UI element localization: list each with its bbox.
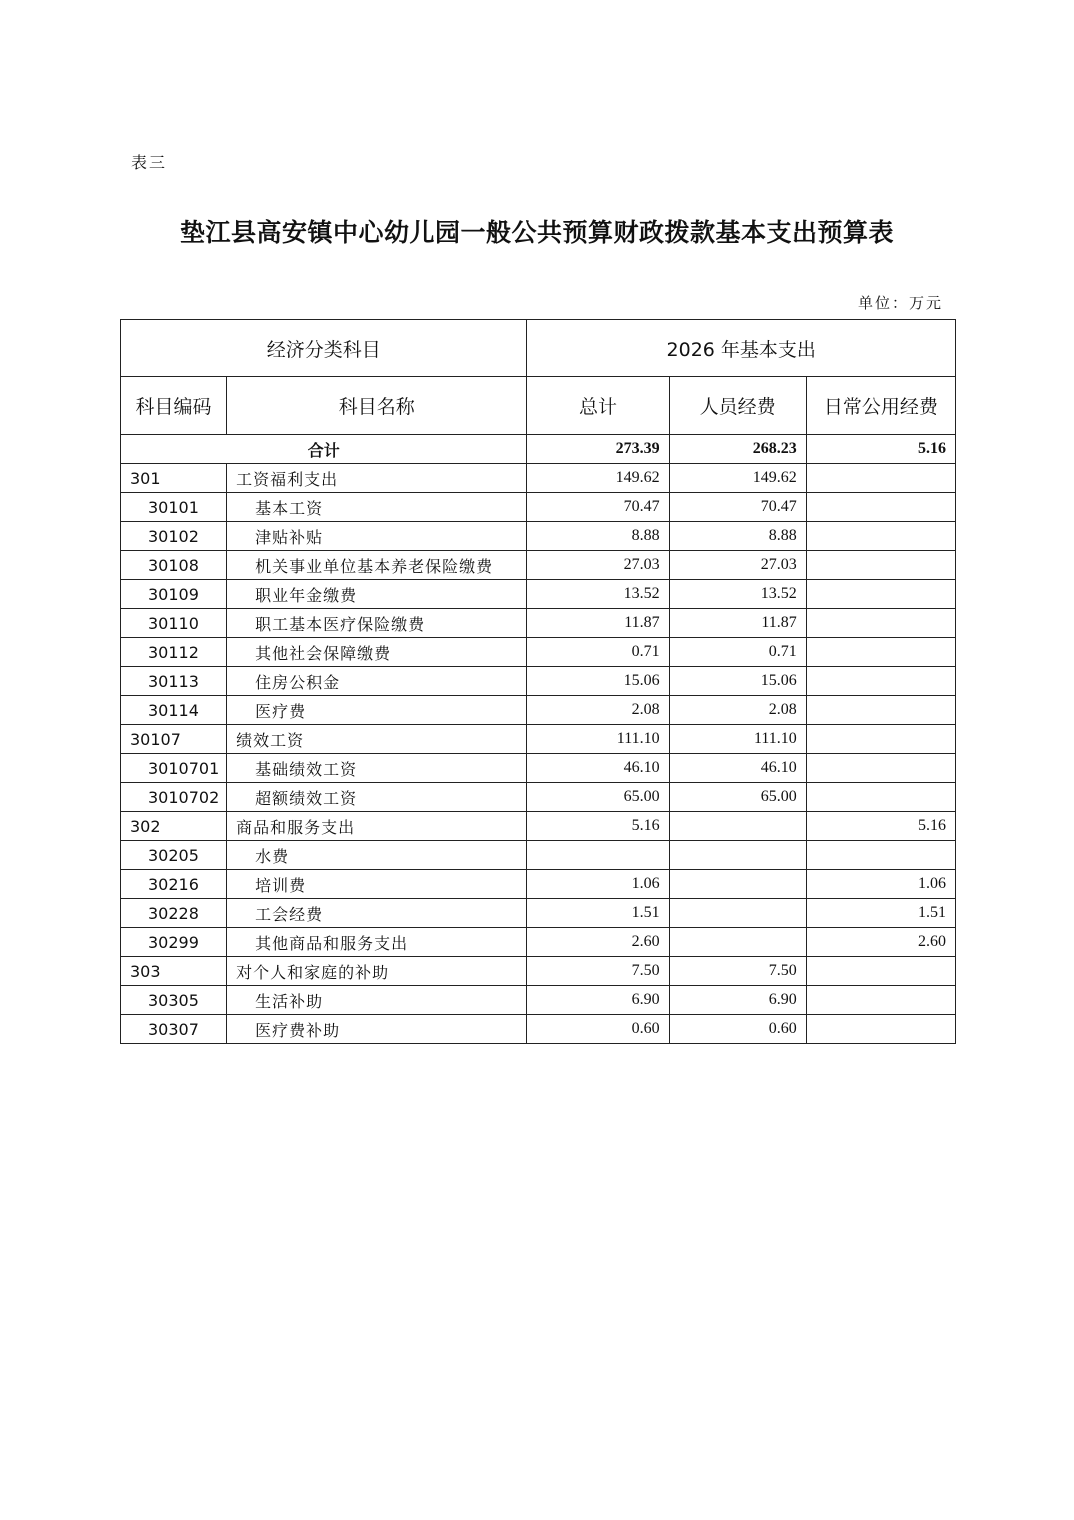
table-row xyxy=(121,725,956,754)
cell-name: 水费 xyxy=(227,841,527,870)
cell-name: 其他商品和服务支出 xyxy=(227,928,527,957)
cell-total: 8.88 xyxy=(527,522,669,551)
cell-total: 27.03 xyxy=(527,551,669,580)
cell-personnel xyxy=(669,870,806,899)
cell-total: 111.10 xyxy=(527,725,669,754)
unit-label: 单位：万元 xyxy=(857,294,943,312)
table-row xyxy=(121,870,956,899)
cell-code: 30305 xyxy=(121,986,227,1015)
total-row xyxy=(121,435,956,464)
cell-total: 46.10 xyxy=(527,754,669,783)
cell-name: 工会经费 xyxy=(227,899,527,928)
cell-total: 0.71 xyxy=(527,638,669,667)
table-row xyxy=(121,1015,956,1044)
table-row xyxy=(121,986,956,1015)
cell-code: 30113 xyxy=(121,667,227,696)
cell-name: 职业年金缴费 xyxy=(227,580,527,609)
cell-personnel xyxy=(669,899,806,928)
cell-code: 30108 xyxy=(121,551,227,580)
cell-public xyxy=(806,957,955,986)
cell-public xyxy=(806,493,955,522)
cell-total: 149.62 xyxy=(527,464,669,493)
table-row xyxy=(121,493,956,522)
cell-code: 30109 xyxy=(121,580,227,609)
cell-public xyxy=(806,725,955,754)
cell-name: 医疗费补助 xyxy=(227,1015,527,1044)
cell-personnel xyxy=(669,928,806,957)
table-row xyxy=(121,841,956,870)
cell-name: 住房公积金 xyxy=(227,667,527,696)
cell-code: 30107 xyxy=(121,725,227,754)
table-row xyxy=(121,464,956,493)
cell-total: 2.08 xyxy=(527,696,669,725)
cell-total: 15.06 xyxy=(527,667,669,696)
cell-personnel: 15.06 xyxy=(669,667,806,696)
table-row xyxy=(121,638,956,667)
cell-total: 11.87 xyxy=(527,609,669,638)
cell-total: 70.47 xyxy=(527,493,669,522)
header-basic-expenditure: 2026 年基本支出 xyxy=(527,320,956,377)
cell-code: 30110 xyxy=(121,609,227,638)
cell-personnel: 111.10 xyxy=(669,725,806,754)
cell-public xyxy=(806,696,955,725)
cell-personnel: 7.50 xyxy=(669,957,806,986)
cell-total: 0.60 xyxy=(527,1015,669,1044)
cell-name: 绩效工资 xyxy=(227,725,527,754)
cell-code: 302 xyxy=(121,812,227,841)
cell-code: 30307 xyxy=(121,1015,227,1044)
cell-personnel: 6.90 xyxy=(669,986,806,1015)
total-public: 5.16 xyxy=(806,435,955,464)
header-economic-classification: 经济分类科目 xyxy=(121,320,527,377)
cell-total: 5.16 xyxy=(527,812,669,841)
cell-total: 65.00 xyxy=(527,783,669,812)
cell-total: 13.52 xyxy=(527,580,669,609)
cell-total: 1.51 xyxy=(527,899,669,928)
header-total: 总计 xyxy=(527,377,669,435)
cell-personnel: 65.00 xyxy=(669,783,806,812)
cell-name: 津贴补贴 xyxy=(227,522,527,551)
total-amount: 273.39 xyxy=(527,435,669,464)
cell-personnel: 46.10 xyxy=(669,754,806,783)
table-row xyxy=(121,812,956,841)
table-row xyxy=(121,667,956,696)
cell-personnel: 149.62 xyxy=(669,464,806,493)
cell-public xyxy=(806,464,955,493)
cell-personnel xyxy=(669,841,806,870)
cell-code: 30216 xyxy=(121,870,227,899)
cell-public xyxy=(806,580,955,609)
cell-code: 301 xyxy=(121,464,227,493)
cell-name: 职工基本医疗保险缴费 xyxy=(227,609,527,638)
cell-public xyxy=(806,1015,955,1044)
cell-public xyxy=(806,551,955,580)
cell-public: 1.06 xyxy=(806,870,955,899)
cell-code: 30114 xyxy=(121,696,227,725)
table-row xyxy=(121,551,956,580)
cell-public: 1.51 xyxy=(806,899,955,928)
table-row xyxy=(121,783,956,812)
cell-code: 30112 xyxy=(121,638,227,667)
cell-code: 30228 xyxy=(121,899,227,928)
cell-public xyxy=(806,783,955,812)
cell-code: 30205 xyxy=(121,841,227,870)
total-label: 合计 xyxy=(121,435,527,464)
cell-total: 2.60 xyxy=(527,928,669,957)
header-personnel: 人员经费 xyxy=(669,377,806,435)
cell-total xyxy=(527,841,669,870)
table-row xyxy=(121,957,956,986)
cell-name: 基本工资 xyxy=(227,493,527,522)
cell-personnel: 70.47 xyxy=(669,493,806,522)
cell-public xyxy=(806,638,955,667)
header-code: 科目编码 xyxy=(121,377,227,435)
cell-public: 5.16 xyxy=(806,812,955,841)
cell-name: 对个人和家庭的补助 xyxy=(227,957,527,986)
cell-code: 303 xyxy=(121,957,227,986)
header-name: 科目名称 xyxy=(227,377,527,435)
cell-name: 商品和服务支出 xyxy=(227,812,527,841)
cell-personnel: 8.88 xyxy=(669,522,806,551)
table-number-label: 表三 xyxy=(131,153,168,172)
cell-public xyxy=(806,667,955,696)
cell-name: 工资福利支出 xyxy=(227,464,527,493)
cell-personnel: 27.03 xyxy=(669,551,806,580)
cell-personnel: 13.52 xyxy=(669,580,806,609)
table-row xyxy=(121,609,956,638)
cell-name: 超额绩效工资 xyxy=(227,783,527,812)
cell-code: 30101 xyxy=(121,493,227,522)
page-title: 垫江县高安镇中心幼儿园一般公共预算财政拨款基本支出预算表 xyxy=(179,218,894,247)
cell-personnel xyxy=(669,812,806,841)
cell-code: 3010701 xyxy=(121,754,227,783)
cell-total: 1.06 xyxy=(527,870,669,899)
cell-personnel: 0.71 xyxy=(669,638,806,667)
table-row xyxy=(121,580,956,609)
cell-total: 6.90 xyxy=(527,986,669,1015)
cell-public xyxy=(806,522,955,551)
cell-personnel: 2.08 xyxy=(669,696,806,725)
table-row xyxy=(121,522,956,551)
cell-total: 7.50 xyxy=(527,957,669,986)
cell-personnel: 11.87 xyxy=(669,609,806,638)
cell-name: 机关事业单位基本养老保险缴费 xyxy=(227,551,527,580)
table-row xyxy=(121,696,956,725)
cell-code: 30299 xyxy=(121,928,227,957)
cell-public xyxy=(806,754,955,783)
cell-name: 生活补助 xyxy=(227,986,527,1015)
cell-public xyxy=(806,841,955,870)
table-row xyxy=(121,899,956,928)
cell-name: 医疗费 xyxy=(227,696,527,725)
table-row xyxy=(121,928,956,957)
total-personnel: 268.23 xyxy=(669,435,806,464)
header-public: 日常公用经费 xyxy=(806,377,955,435)
cell-public xyxy=(806,609,955,638)
budget-table xyxy=(120,319,956,1044)
cell-name: 基础绩效工资 xyxy=(227,754,527,783)
cell-public: 2.60 xyxy=(806,928,955,957)
cell-personnel: 0.60 xyxy=(669,1015,806,1044)
cell-name: 其他社会保障缴费 xyxy=(227,638,527,667)
cell-code: 30102 xyxy=(121,522,227,551)
cell-name: 培训费 xyxy=(227,870,527,899)
table-row xyxy=(121,754,956,783)
cell-public xyxy=(806,986,955,1015)
cell-code: 3010702 xyxy=(121,783,227,812)
